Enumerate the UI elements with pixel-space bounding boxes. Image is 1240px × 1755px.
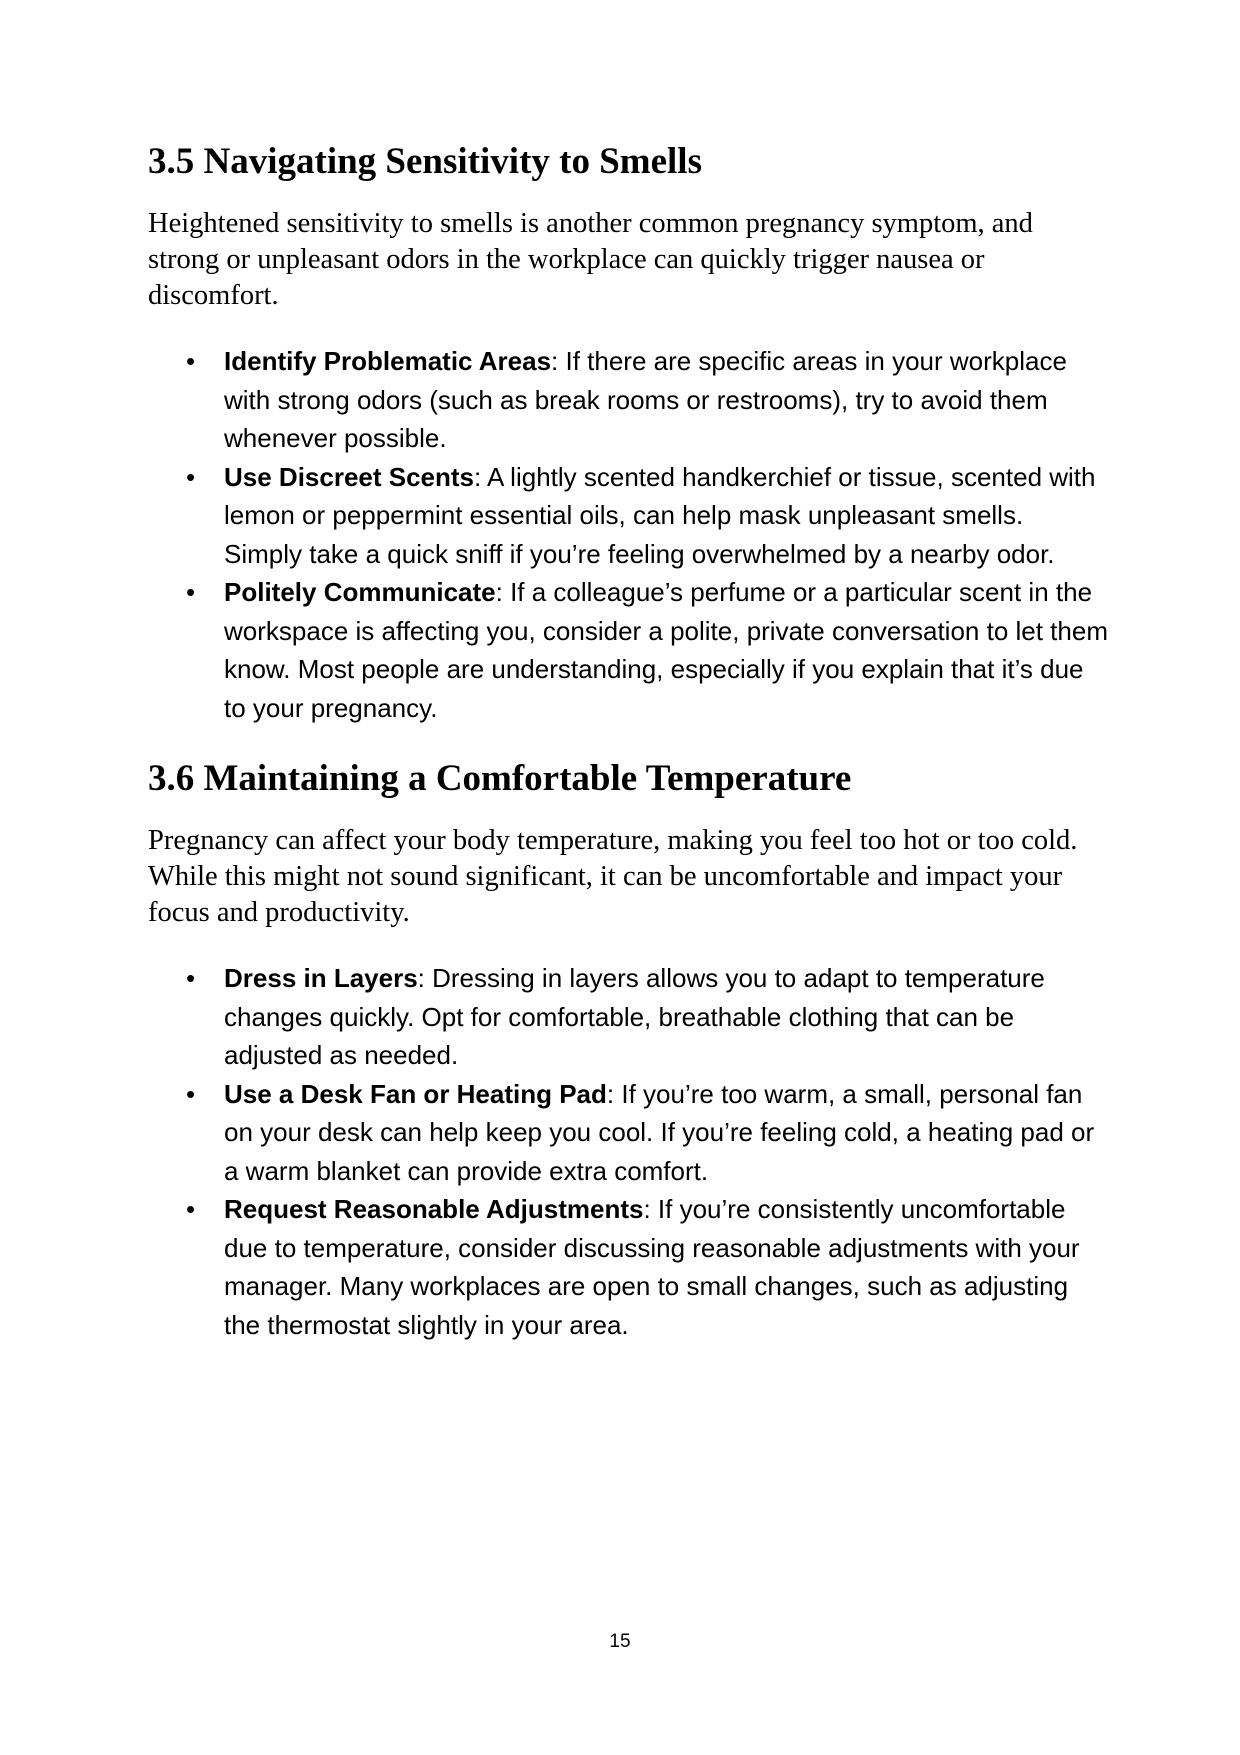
page-number: 15 (609, 1631, 631, 1652)
section-intro-paragraph: Heightened sensitivity to smells is another common pregnancy symptom, and strong or unpleasant odors in the workplace can quickly trigger nausea or discomfort. (148, 208, 1033, 311)
bullet-list (148, 959, 1108, 1344)
list-item-text: : If there are specific areas in your workplace with strong odors (such as break rooms or restrooms), try to avoid them whenever possible. (224, 346, 1067, 453)
section-heading: 3.6 Maintaining a Comfortable Temperature (148, 758, 852, 799)
section-intro-paragraph: Pregnancy can affect your body temperature, making you feel too hot or too cold. While this might not sound significant, it can be uncomfortable and impact your focus and productivity. (148, 825, 1078, 928)
section-heading: 3.5 Navigating Sensitivity to Smells (148, 141, 702, 182)
list-item-term: Request Reasonable Adjustments (224, 1194, 644, 1224)
list-item (148, 573, 1108, 727)
section-temperature (148, 757, 1108, 1344)
list-item-term: Identify Problematic Areas (224, 346, 552, 376)
list-item-text: : If a colleague’s perfume or a particular scent in the workspace is affecting you, consider a polite, private conversation to let them know. Most people are understanding, especially if you explain that it’s due to your pregnancy. (224, 577, 1108, 723)
list-item-text: : A lightly scented handkerchief or tissue, scented with lemon or peppermint essential oils, can help mask unpleasant smells. Simply take a quick sniff if you’re feeling overwhelmed by a nearby odor. (224, 461, 1096, 569)
bullet-icon: • (186, 1078, 196, 1109)
list-item-text: : Dressing in layers allows you to adapt to temperature changes quickly. Opt for comfortable, breathable clothing that can be adjusted as needed. (224, 963, 1045, 1070)
bullet-icon: • (186, 1194, 196, 1224)
bullet-icon: • (186, 346, 196, 376)
list-item-text: : If you’re consistently uncomfortable due to temperature, consider discussing reasonable adjustments with your manager. Many workplaces are open to small changes, such as adjusting the thermostat slightly in your area. (224, 1194, 1080, 1340)
page-content (148, 140, 1108, 1344)
list-item (148, 1075, 1108, 1191)
section-smells (148, 140, 1108, 727)
bullet-list (148, 342, 1108, 727)
list-item (148, 458, 1108, 574)
bullet-icon: • (186, 963, 196, 993)
list-item-text: : If you’re too warm, a small, personal fan on your desk can help keep you cool. If you’re feeling cold, a heating pad or a warm blanket can provide extra comfort. (224, 1078, 1095, 1186)
bullet-icon: • (186, 461, 196, 492)
list-item (148, 1190, 1108, 1344)
list-item-term: Use a Desk Fan or Heating Pad (224, 1078, 607, 1109)
list-item-term: Politely Communicate (224, 577, 496, 607)
list-item-term: Use Discreet Scents (224, 461, 475, 492)
list-item-term: Dress in Layers (224, 963, 418, 993)
bullet-icon: • (186, 577, 196, 607)
list-item (148, 959, 1108, 1075)
list-item (148, 342, 1108, 458)
